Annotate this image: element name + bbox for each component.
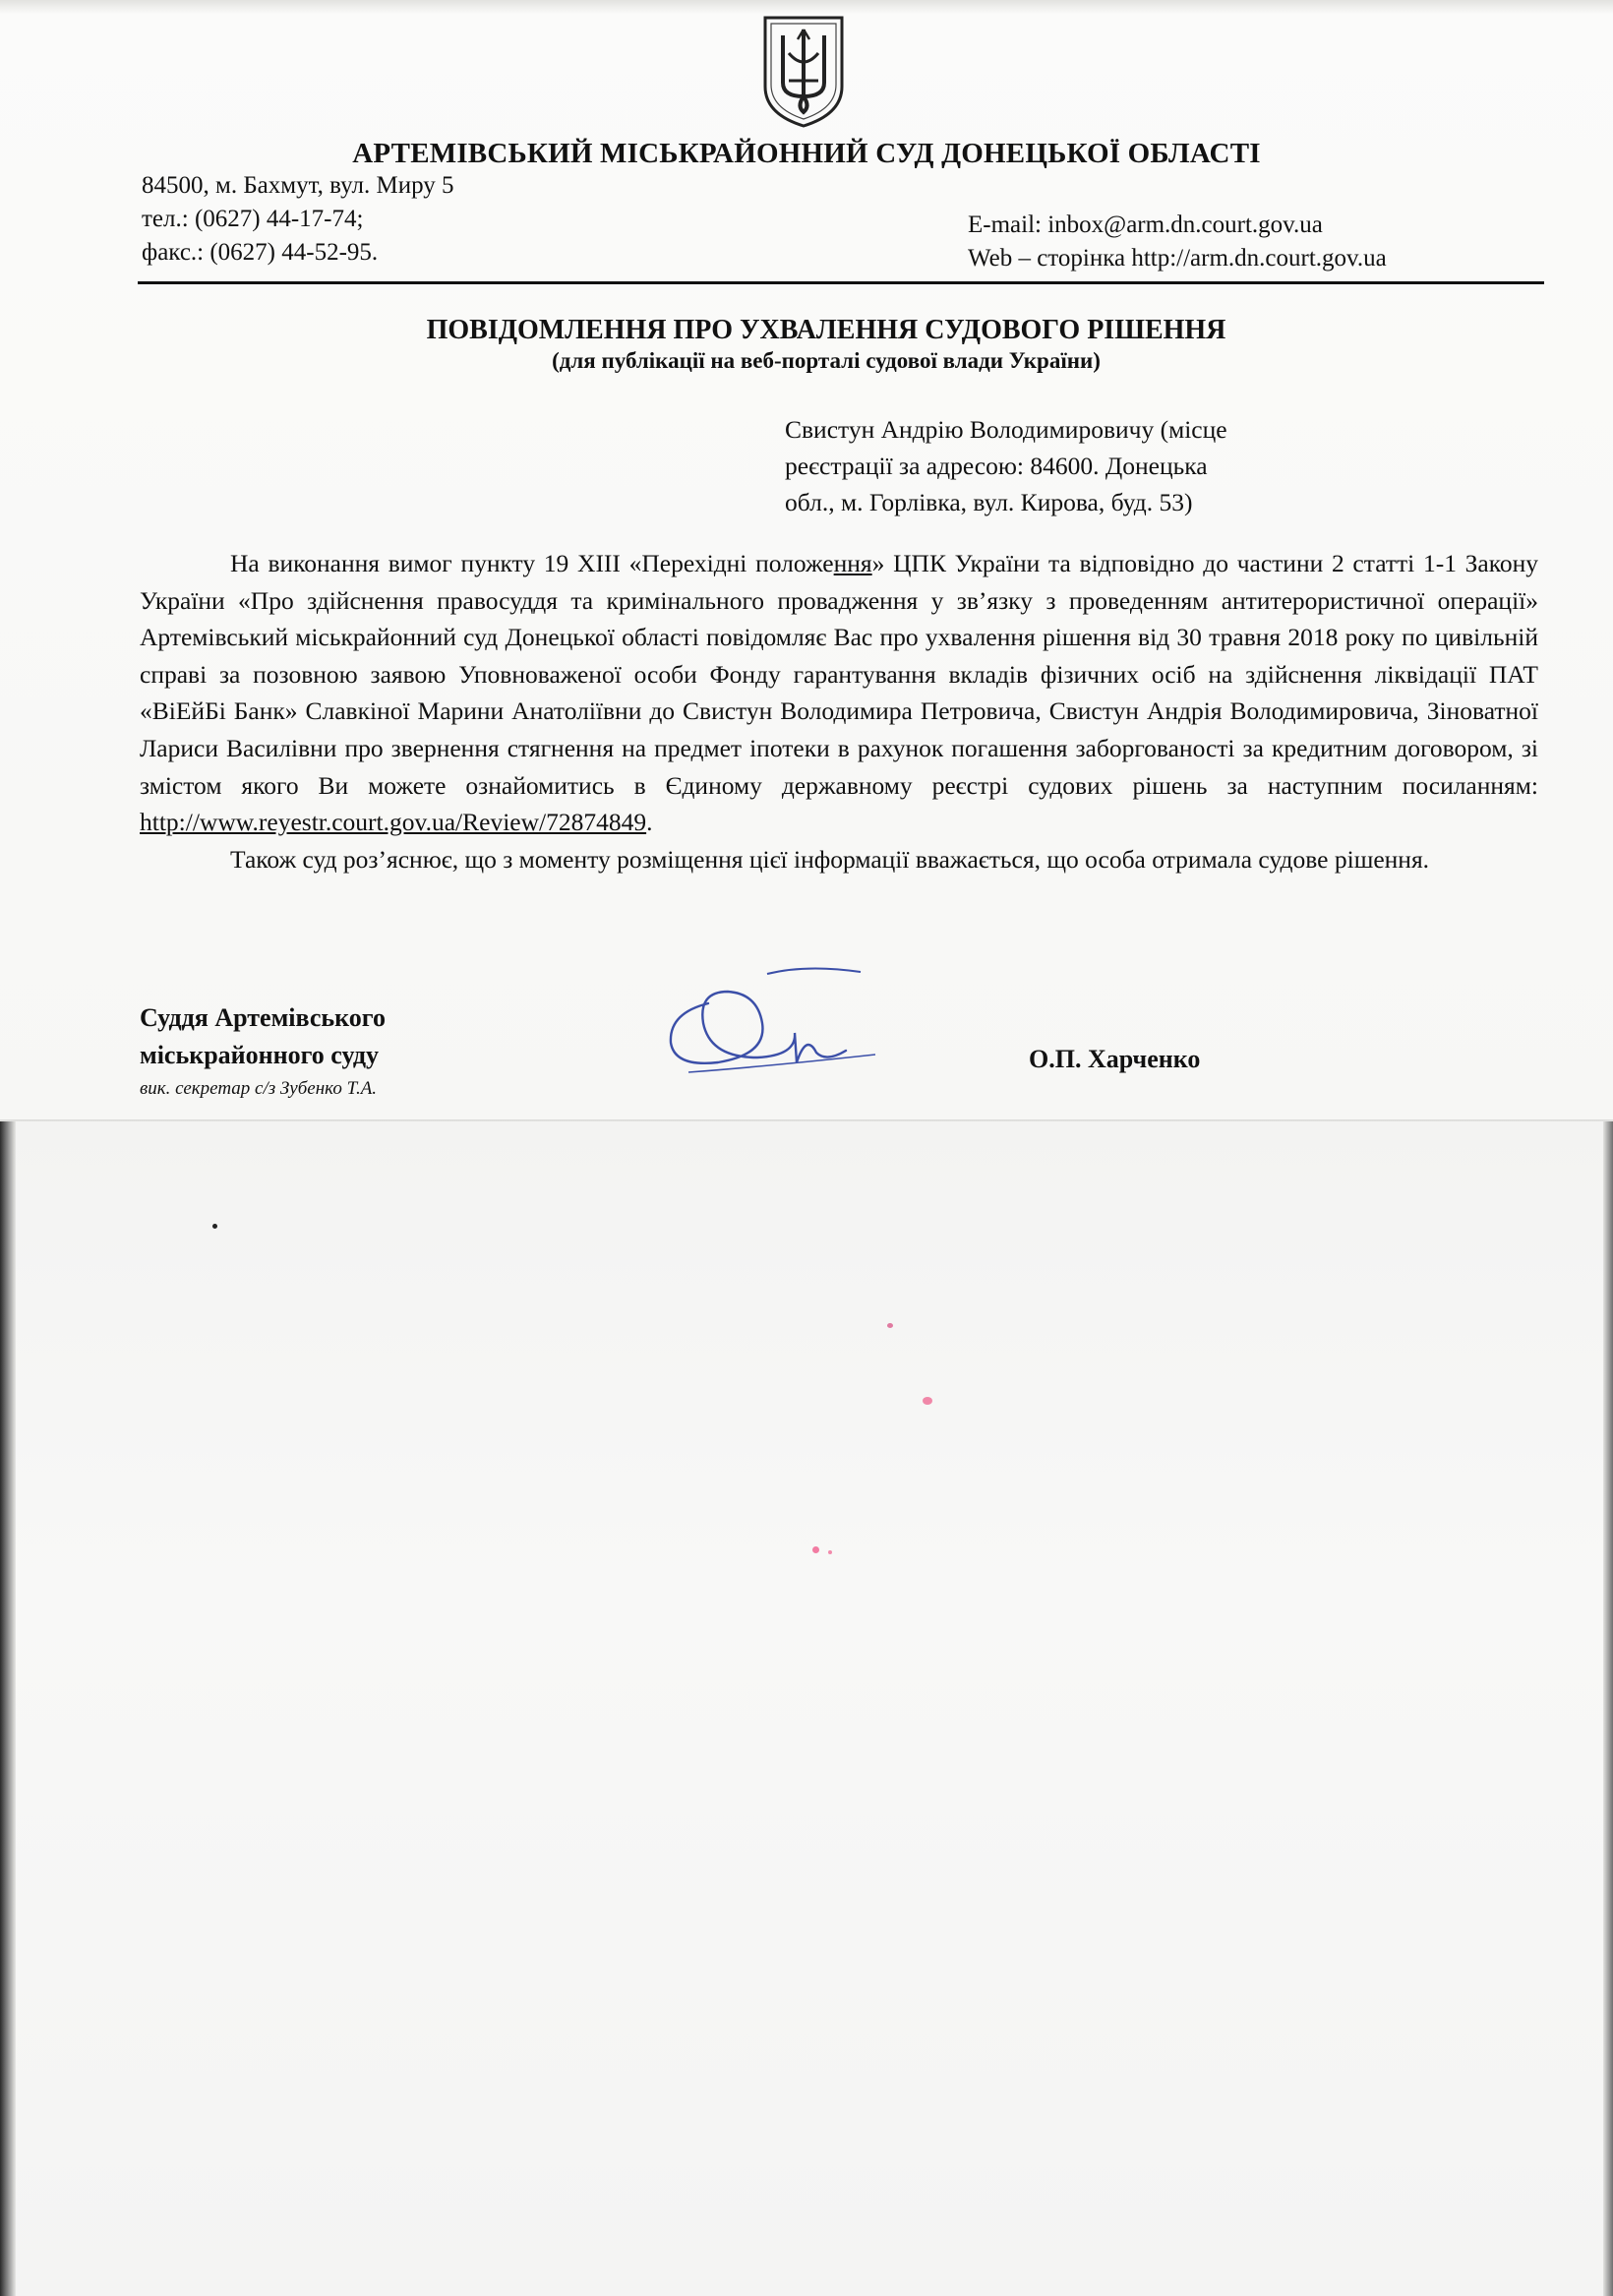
judge-name: О.П. Харченко [1029, 1045, 1201, 1073]
body-paragraph-1 [140, 545, 1538, 841]
addressee-line: обл., м. Горлівка, вул. Кирова, буд. 53) [785, 488, 1193, 516]
header-divider [138, 281, 1544, 284]
body-text-underlined: ння [833, 549, 872, 577]
judge-title-line: міськрайонного суду [140, 1041, 379, 1069]
judge-title-line: Суддя Артемівського [140, 1003, 386, 1032]
judge-title [140, 999, 386, 1074]
court-email: E-mail: inbox@arm.dn.court.gov.ua [968, 211, 1323, 238]
court-name: АРТЕМІВСЬКИЙ МІСЬКРАЙОННИЙ СУД ДОНЕЦЬКОЇ ОБЛАСТІ [352, 138, 1261, 169]
court-website: Web – сторінка http://arm.dn.court.gov.ua [968, 245, 1387, 272]
top-shadow [0, 0, 1613, 14]
body-text-segment: . [646, 808, 653, 837]
court-phone: тел.: (0627) 44-17-74; [142, 206, 364, 232]
paper-speck [812, 1546, 819, 1553]
court-fax: факс.: (0627) 44-52-95. [142, 239, 379, 266]
body-paragraph-2: Також суд роз’яснює, що з моменту розміщення цієї інформації вважається, що особа отримала судове рішення. [230, 844, 1430, 874]
addressee-line: Свистун Андрію Володимировичу (місце [785, 415, 1227, 444]
scan-right-edge [1603, 1121, 1613, 2296]
court-address: 84500, м. Бахмут, вул. Миру 5 [142, 172, 454, 199]
scan-left-edge [0, 1121, 16, 2296]
addressee-block [785, 411, 1336, 520]
notice-subtitle: (для публікації на веб-порталі судової влади України) [552, 348, 1101, 373]
body-text-segment: На виконання вимог пункту 19 ХІІІ «Перехідні положе [230, 549, 834, 577]
notice-body [140, 545, 1538, 877]
body-text-segment: » ЦПК України та відповідно до частини 2 статті 1-1 Закону України «Про здійснення правосуддя та кримінального провадження у зв’язку з проведенням антитерористичної операції» Артемівський міськрайонний суд Донецької області повідомляє Вас про ухвалення рішення від 30 травня 2018 року по цивільній справі за позовною заявою Уповноваженої особи Фонду гарантування вкладів фізичних осіб на здійснення ліквідації ПАТ «ВіЕйБі Банк» Славкіної Марини Анатоліївни до Свистун Володимира Петровича, Свистун Андрія Володимировича, Зіноватної Лариси Василівни про звернення стягнення на предмет іпотеки в рахунок погашення заборгованості за кредитним договором, зі змістом якого Ви можете ознайомитись в Єдиному державному реєстрі судових рішень за наступним посиланням: [140, 549, 1538, 800]
secretary-note: вик. секретар с/з Зубенко Т.А. [140, 1078, 378, 1099]
court-contacts-left [142, 169, 454, 270]
lower-blank-sheet [0, 1121, 1613, 2296]
paper-speck [828, 1550, 832, 1554]
notice-title: ПОВІДОМЛЕННЯ ПРО УХВАЛЕННЯ СУДОВОГО РІШЕННЯ [426, 315, 1226, 345]
addressee-line: реєстрації за адресою: 84600. Донецька [785, 452, 1208, 480]
paper-speck [212, 1224, 217, 1229]
paper-speck [887, 1323, 893, 1328]
court-contacts-right [968, 209, 1387, 275]
registry-link[interactable]: http://www.reyestr.court.gov.ua/Review/72874849 [140, 808, 647, 837]
paper-speck [923, 1397, 932, 1405]
handwritten-signature [649, 964, 925, 1082]
trident-emblem-icon [759, 14, 848, 130]
